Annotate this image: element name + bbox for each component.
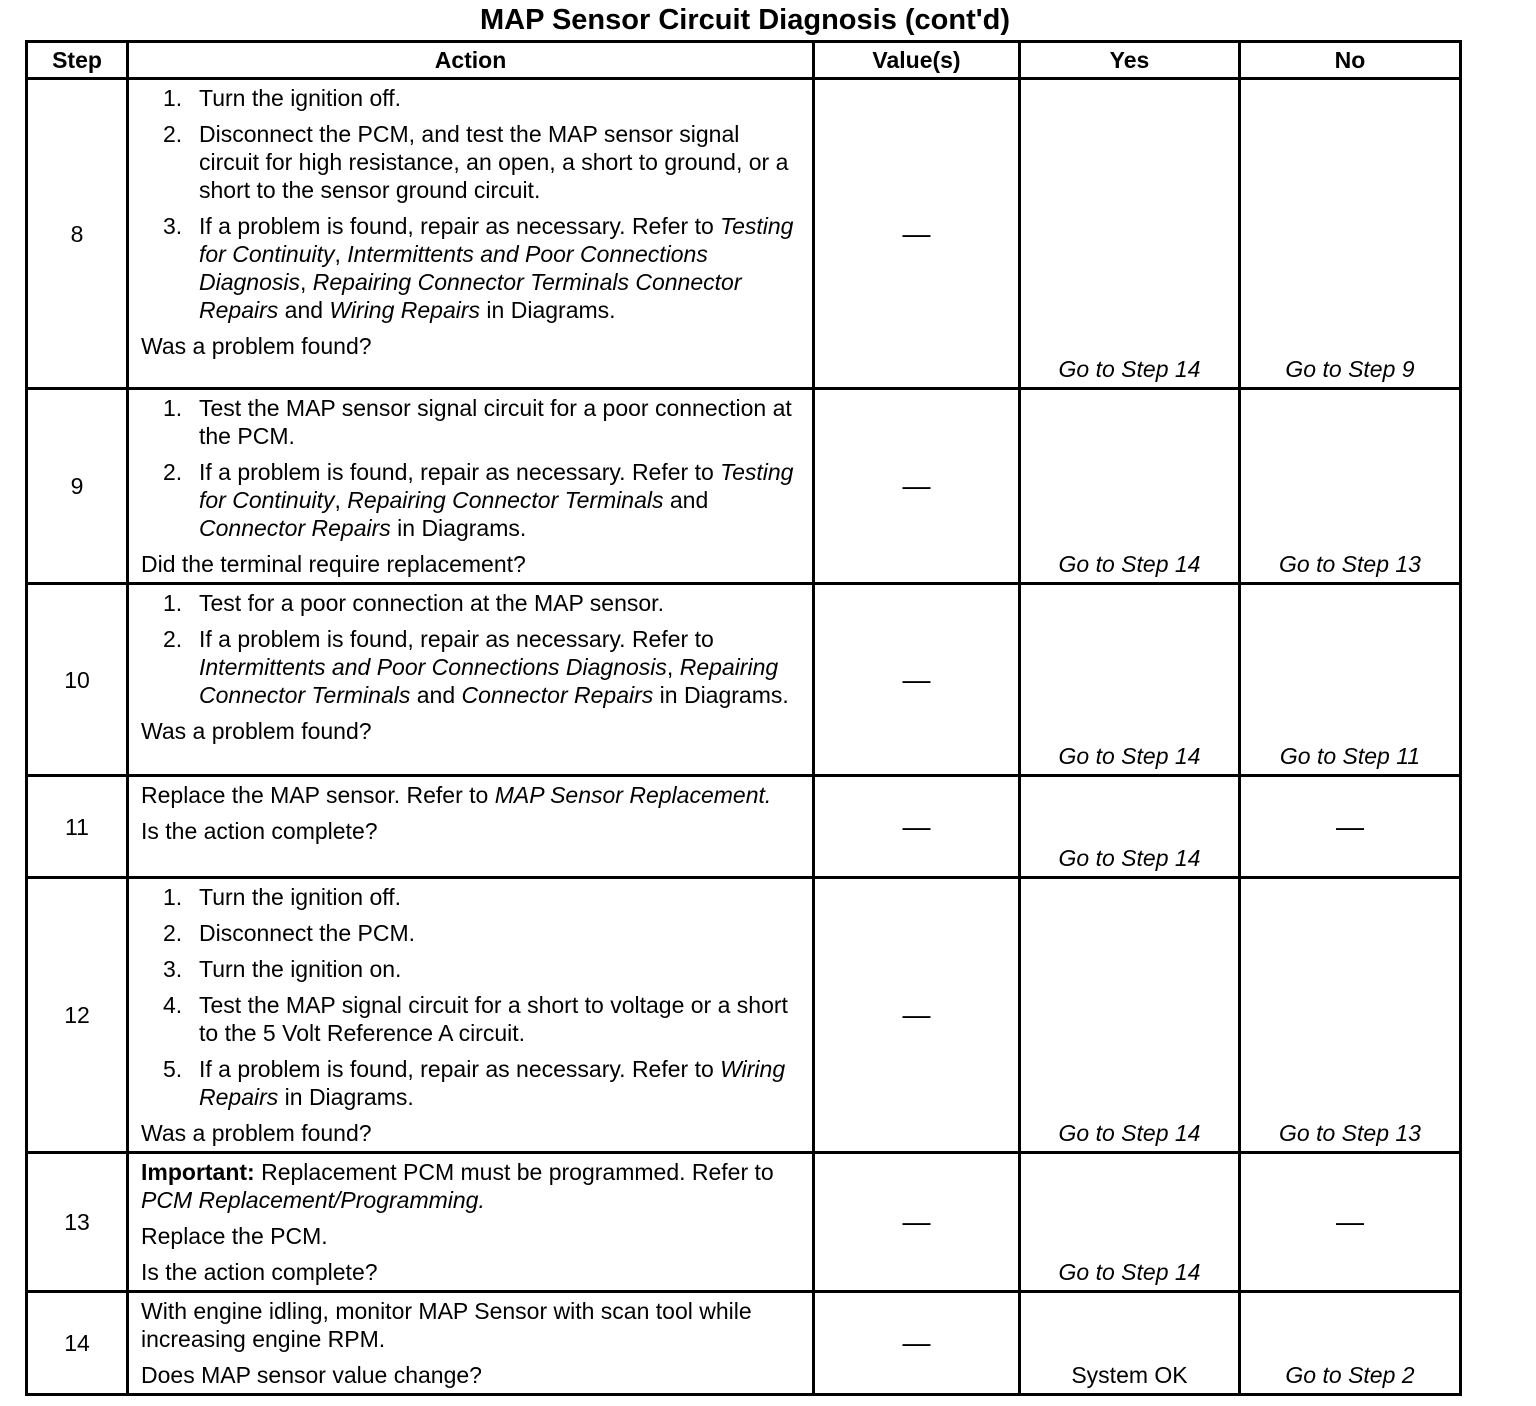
action-text: Replace the PCM. — [141, 1223, 328, 1249]
yes-link: Go to Step 14 — [1058, 845, 1201, 871]
value-cell: — — [814, 389, 1020, 584]
no-link: Go to Step 13 — [1279, 1120, 1421, 1146]
table-row — [27, 1153, 1461, 1292]
no-link: Go to Step 13 — [1279, 551, 1421, 577]
question: Does MAP sensor value change? — [141, 1362, 482, 1388]
step-number: 12 — [27, 878, 128, 1153]
list-item: 3. If a problem is found, repair as necessary. Refer to Testing for Continuity, Intermittents and Poor Connections Diagnosis, Repairing Connector Terminals Connector Repairs and Wiring Repairs in Diagrams. — [163, 213, 794, 323]
no-cell: — — [1240, 1153, 1461, 1292]
yes-cell — [1020, 1292, 1240, 1395]
yes-cell — [1020, 776, 1240, 878]
question: Was a problem found? — [141, 1120, 372, 1146]
table-row — [27, 878, 1461, 1153]
reference-link: PCM Replacement/Programming. — [141, 1187, 485, 1213]
list-item: 1. Turn the ignition off. — [163, 85, 402, 111]
header-yes: Yes — [1020, 42, 1240, 79]
action-cell — [128, 389, 814, 584]
value-cell: — — [814, 584, 1020, 776]
reference-link: Testing for Continuity — [199, 213, 794, 267]
reference-link: Intermittents and Poor Connections Diagnosis — [199, 654, 667, 680]
no-cell — [1240, 389, 1461, 584]
list-item: 2. Disconnect the PCM. — [163, 920, 416, 946]
question: Is the action complete? — [141, 818, 378, 844]
step-number: 9 — [27, 389, 128, 584]
yes-cell — [1020, 389, 1240, 584]
action-list — [141, 394, 802, 542]
step-number: 8 — [27, 79, 128, 389]
value-cell: — — [814, 776, 1020, 878]
yes-cell — [1020, 584, 1240, 776]
action-text: With engine idling, monitor MAP Sensor with scan tool while increasing engine RPM. — [141, 1298, 752, 1352]
reference-link: Testing for Continuity — [199, 459, 794, 513]
no-link: Go to Step 11 — [1279, 743, 1421, 769]
value-cell: — — [814, 1292, 1020, 1395]
reference-link: Repairing Connector Terminals Connector Repairs — [199, 269, 742, 323]
list-item: 2. Disconnect the PCM, and test the MAP sensor signal circuit for high resistance, an open, a short to ground, or a short to the sensor ground circuit. — [163, 121, 789, 203]
action-list — [141, 84, 802, 324]
no-link: Go to Step 2 — [1285, 1362, 1415, 1388]
action-cell — [128, 79, 814, 389]
reference-link: MAP Sensor Replacement. — [494, 782, 772, 808]
action-cell — [128, 1292, 814, 1395]
yes-link: Go to Step 14 — [1058, 1120, 1201, 1146]
yes-cell — [1020, 1153, 1240, 1292]
table-row — [27, 1292, 1461, 1395]
yes-link: Go to Step 14 — [1058, 356, 1201, 382]
action-list — [141, 589, 802, 709]
list-item: 5. If a problem is found, repair as necessary. Refer to Wiring Repairs in Diagrams. — [163, 1056, 786, 1110]
no-cell — [1240, 79, 1461, 389]
value-cell: — — [814, 878, 1020, 1153]
no-cell — [1240, 584, 1461, 776]
question: Was a problem found? — [141, 333, 372, 359]
no-cell — [1240, 878, 1461, 1153]
step-number: 13 — [27, 1153, 128, 1292]
table-row — [27, 79, 1461, 389]
action-cell — [128, 584, 814, 776]
list-item: 4. Test the MAP signal circuit for a short to voltage or a short to the 5 Volt Reference A circuit. — [163, 992, 788, 1046]
diagnosis-table — [25, 40, 1462, 1396]
reference-link: Intermittents and Poor Connections Diagnosis — [199, 241, 708, 295]
header-values: Value(s) — [814, 42, 1020, 79]
action-cell — [128, 1153, 814, 1292]
list-item: 1. Test for a poor connection at the MAP sensor. — [163, 590, 664, 616]
no-link: Go to Step 9 — [1285, 356, 1415, 382]
list-item: 1. Turn the ignition off. — [163, 884, 402, 910]
yes-link: Go to Step 14 — [1058, 743, 1201, 769]
list-item: 3. Turn the ignition on. — [163, 956, 402, 982]
reference-link: Wiring Repairs — [199, 1056, 786, 1110]
table-row — [27, 389, 1461, 584]
yes-link: Go to Step 14 — [1058, 551, 1201, 577]
action-cell — [128, 878, 814, 1153]
yes-result: System OK — [1071, 1362, 1188, 1388]
question: Was a problem found? — [141, 718, 372, 744]
header-step: Step — [27, 42, 128, 79]
yes-cell — [1020, 878, 1240, 1153]
action-text: Replace the MAP sensor. Refer to MAP Sensor Replacement. — [141, 782, 772, 808]
header-no: No — [1240, 42, 1461, 79]
header-action: Action — [128, 42, 814, 79]
step-number: 11 — [27, 776, 128, 878]
table-row — [27, 584, 1461, 776]
no-cell: — — [1240, 776, 1461, 878]
reference-link: Repairing Connector Terminals — [199, 654, 779, 708]
step-number: 14 — [27, 1292, 128, 1395]
header-row — [27, 42, 1461, 79]
yes-cell — [1020, 79, 1240, 389]
yes-link: Go to Step 14 — [1058, 1259, 1201, 1285]
action-cell — [128, 776, 814, 878]
reference-link: Wiring Repairs — [329, 297, 481, 323]
value-cell: — — [814, 1153, 1020, 1292]
value-cell: — — [814, 79, 1020, 389]
important-label: Important: — [141, 1159, 255, 1185]
question: Did the terminal require replacement? — [141, 551, 526, 577]
action-list — [141, 883, 802, 1111]
action-text: Important: Replacement PCM must be programmed. Refer to PCM Replacement/Programming. — [141, 1159, 774, 1213]
diagnosis-table-container — [25, 40, 1462, 1396]
list-item: 1. Test the MAP sensor signal circuit for a poor connection at the PCM. — [163, 395, 792, 449]
no-cell — [1240, 1292, 1461, 1395]
list-item: 2. If a problem is found, repair as necessary. Refer to Testing for Continuity, Repairing Connector Terminals and Connector Repairs in Diagrams. — [163, 459, 794, 541]
reference-link: Repairing Connector Terminals — [347, 487, 664, 513]
reference-link: Connector Repairs — [199, 515, 391, 541]
step-number: 10 — [27, 584, 128, 776]
list-item: 2. If a problem is found, repair as necessary. Refer to Intermittents and Poor Connections Diagnosis, Repairing Connector Terminals and Connector Repairs in Diagrams. — [163, 626, 789, 708]
page-title: MAP Sensor Circuit Diagnosis (cont'd) — [479, 4, 1011, 36]
reference-link: Connector Repairs — [461, 682, 654, 708]
table-row — [27, 776, 1461, 878]
question: Is the action complete? — [141, 1259, 378, 1285]
